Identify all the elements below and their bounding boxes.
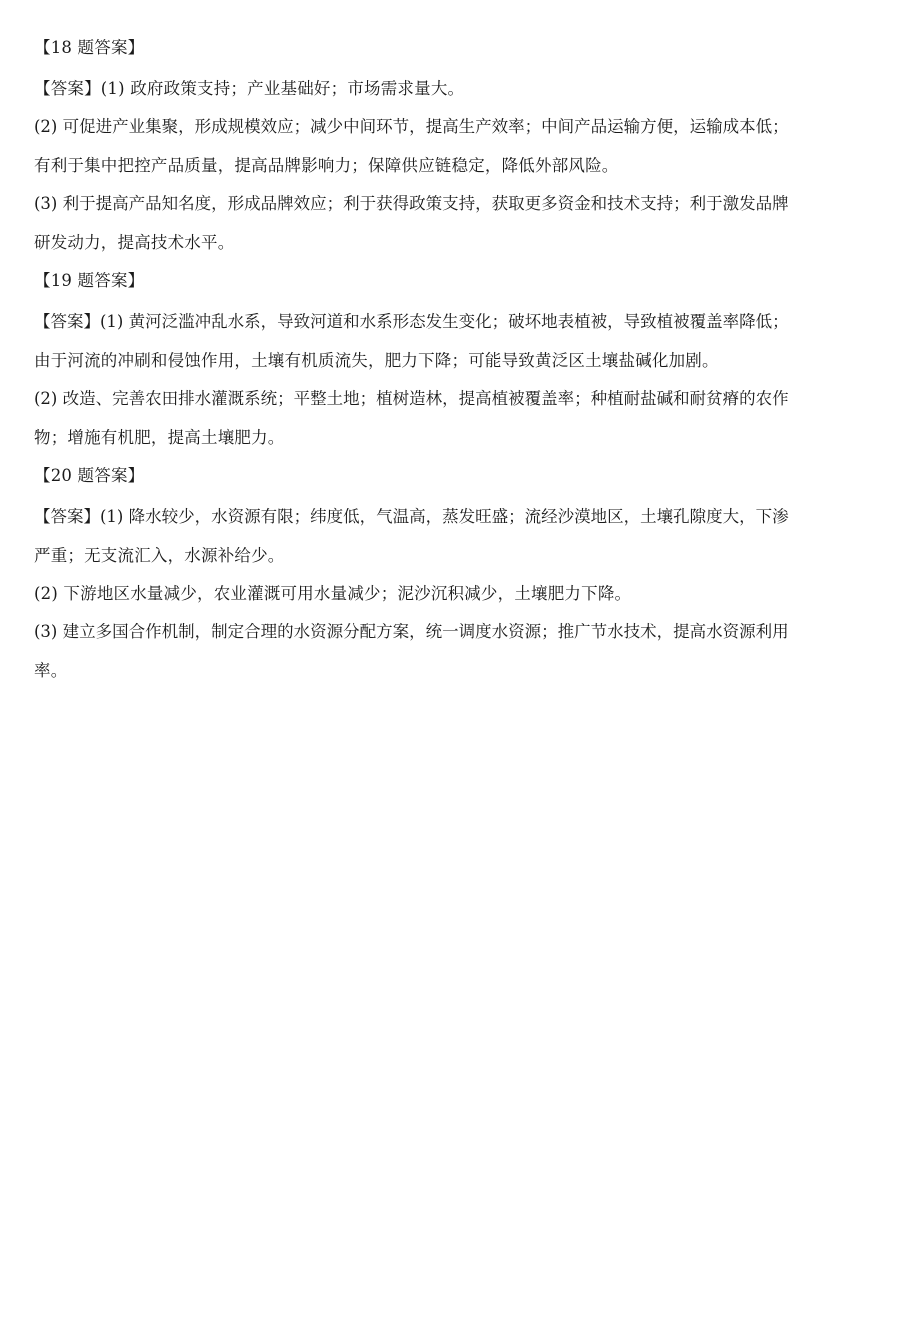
answer-paragraph bbox=[34, 194, 866, 253]
answer-line: (3) 利于提高产品知名度，形成品牌效应；利于获得政策支持，获取更多资金和技术支持；利于激发品牌 bbox=[34, 194, 789, 213]
answer-line: 率。 bbox=[34, 661, 68, 680]
answer-paragraph bbox=[34, 312, 866, 371]
answer-paragraph bbox=[34, 584, 866, 604]
answer-line: 有利于集中把控产品质量，提高品牌影响力；保障供应链稳定，降低外部风险。 bbox=[34, 156, 619, 175]
answer-section-18 bbox=[34, 38, 866, 253]
answer-paragraph bbox=[34, 507, 866, 566]
answer-line: (3) 建立多国合作机制，制定合理的水资源分配方案，统一调度水资源；推广节水技术，提高水资源利用 bbox=[34, 622, 789, 641]
answer-line: (2) 改造、完善农田排水灌溉系统；平整土地；植树造林，提高植被覆盖率；种植耐盐碱和耐贫瘠的农作 bbox=[34, 389, 789, 408]
answer-line: 【答案】(1) 政府政策支持；产业基础好；市场需求量大。 bbox=[34, 79, 465, 98]
answer-paragraph bbox=[34, 622, 866, 681]
answer-line: 由于河流的冲刷和侵蚀作用，土壤有机质流失，肥力下降；可能导致黄泛区土壤盐碱化加剧。 bbox=[34, 351, 719, 370]
answer-line: 【答案】(1) 降水较少，水资源有限；纬度低，气温高，蒸发旺盛；流经沙漠地区，土壤孔隙度大，下渗 bbox=[34, 507, 789, 526]
answer-section-19 bbox=[34, 271, 866, 448]
answer-line: 严重；无支流汇入，水源补给少。 bbox=[34, 546, 285, 565]
answer-document bbox=[34, 38, 866, 699]
section-header: 【20 题答案】 bbox=[34, 466, 145, 485]
answer-line: 【答案】(1) 黄河泛滥冲乱水系，导致河道和水系形态发生变化；破坏地表植被，导致植被覆盖率降低； bbox=[34, 312, 789, 331]
section-header: 【18 题答案】 bbox=[34, 38, 145, 57]
answer-line: (2) 下游地区水量减少，农业灌溉可用水量减少；泥沙沉积减少，土壤肥力下降。 bbox=[34, 584, 632, 603]
answer-line: 物；增施有机肥，提高土壤肥力。 bbox=[34, 428, 285, 447]
answer-paragraph bbox=[34, 117, 866, 176]
answer-section-20 bbox=[34, 466, 866, 681]
answer-paragraph bbox=[34, 79, 866, 99]
answer-line: 研发动力，提高技术水平。 bbox=[34, 233, 235, 252]
answer-paragraph bbox=[34, 389, 866, 448]
section-header: 【19 题答案】 bbox=[34, 271, 145, 290]
answer-line: (2) 可促进产业集聚，形成规模效应；减少中间环节，提高生产效率；中间产品运输方便，运输成本低； bbox=[34, 117, 789, 136]
